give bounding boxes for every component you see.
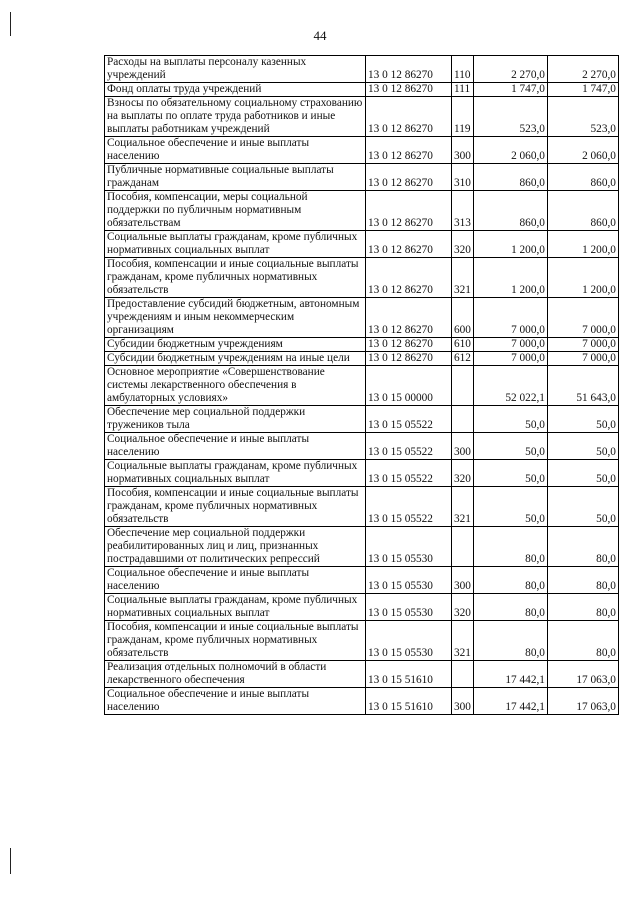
row-type-cell: 320	[452, 594, 474, 621]
row-code-cell: 13 0 15 05530	[366, 567, 452, 594]
row-amount-1-cell: 7 000,0	[473, 338, 547, 352]
row-amount-2-cell: 2 270,0	[547, 56, 618, 83]
row-type-cell: 320	[452, 460, 474, 487]
row-code-cell: 13 0 12 86270	[366, 191, 452, 231]
row-amount-1-cell: 7 000,0	[473, 298, 547, 338]
row-amount-2-cell: 17 063,0	[547, 688, 618, 715]
row-code-cell: 13 0 12 86270	[366, 231, 452, 258]
row-amount-2-cell: 80,0	[547, 621, 618, 661]
row-name-cell: Пособия, компенсации и иные социальные выплаты гражданам, кроме публичных нормативных обязательств	[105, 487, 366, 527]
row-name-cell: Реализация отдельных полномочий в области лекарственного обеспечения	[105, 661, 366, 688]
row-amount-1-cell: 80,0	[473, 567, 547, 594]
row-amount-1-cell: 80,0	[473, 527, 547, 567]
row-name-cell: Обеспечение мер социальной поддержки тружеников тыла	[105, 406, 366, 433]
table-row	[105, 164, 619, 191]
margin-mark-bottom	[10, 848, 11, 874]
row-amount-2-cell: 7 000,0	[547, 338, 618, 352]
row-amount-2-cell: 50,0	[547, 460, 618, 487]
row-amount-1-cell: 50,0	[473, 487, 547, 527]
row-name-cell: Социальное обеспечение и иные выплаты населению	[105, 433, 366, 460]
row-name-cell: Социальное обеспечение и иные выплаты населению	[105, 137, 366, 164]
row-type-cell: 612	[452, 352, 474, 366]
row-name-cell: Основное мероприятие «Совершенствование системы лекарственного обеспечения в амбулаторных условиях»	[105, 366, 366, 406]
row-amount-2-cell: 80,0	[547, 527, 618, 567]
table-row	[105, 338, 619, 352]
margin-mark-top	[10, 12, 11, 36]
row-name-cell: Субсидии бюджетным учреждениям на иные цели	[105, 352, 366, 366]
table-row	[105, 298, 619, 338]
row-type-cell: 321	[452, 258, 474, 298]
row-amount-1-cell: 17 442,1	[473, 688, 547, 715]
row-amount-1-cell: 50,0	[473, 406, 547, 433]
row-name-cell: Пособия, компенсации и иные социальные выплаты гражданам, кроме публичных нормативных обязательств	[105, 621, 366, 661]
table-row	[105, 688, 619, 715]
table-row	[105, 352, 619, 366]
row-amount-1-cell: 7 000,0	[473, 352, 547, 366]
row-amount-1-cell: 80,0	[473, 594, 547, 621]
row-type-cell: 110	[452, 56, 474, 83]
row-amount-2-cell: 860,0	[547, 191, 618, 231]
table-row	[105, 191, 619, 231]
row-code-cell: 13 0 15 05522	[366, 433, 452, 460]
row-code-cell: 13 0 15 05530	[366, 527, 452, 567]
row-code-cell: 13 0 12 86270	[366, 97, 452, 137]
row-type-cell	[452, 366, 474, 406]
row-type-cell: 320	[452, 231, 474, 258]
row-name-cell: Фонд оплаты труда учреждений	[105, 83, 366, 97]
row-name-cell: Социальные выплаты гражданам, кроме публичных нормативных социальных выплат	[105, 231, 366, 258]
table-row	[105, 433, 619, 460]
row-name-cell: Расходы на выплаты персоналу казенных учреждений	[105, 56, 366, 83]
row-code-cell: 13 0 12 86270	[366, 83, 452, 97]
row-amount-2-cell: 50,0	[547, 487, 618, 527]
row-code-cell: 13 0 12 86270	[366, 164, 452, 191]
table-row	[105, 594, 619, 621]
table-row	[105, 527, 619, 567]
row-name-cell: Публичные нормативные социальные выплаты гражданам	[105, 164, 366, 191]
row-amount-2-cell: 7 000,0	[547, 352, 618, 366]
row-code-cell: 13 0 12 86270	[366, 298, 452, 338]
row-code-cell: 13 0 15 05530	[366, 621, 452, 661]
row-type-cell: 321	[452, 487, 474, 527]
page-number: 44	[313, 28, 327, 43]
row-code-cell: 13 0 12 86270	[366, 56, 452, 83]
row-amount-2-cell: 17 063,0	[547, 661, 618, 688]
row-code-cell: 13 0 15 05522	[366, 487, 452, 527]
row-amount-1-cell: 860,0	[473, 191, 547, 231]
row-amount-2-cell: 50,0	[547, 433, 618, 460]
row-amount-2-cell: 51 643,0	[547, 366, 618, 406]
row-amount-1-cell: 2 060,0	[473, 137, 547, 164]
row-code-cell: 13 0 15 05530	[366, 594, 452, 621]
table-row	[105, 56, 619, 83]
row-amount-2-cell: 2 060,0	[547, 137, 618, 164]
table-row	[105, 137, 619, 164]
row-name-cell: Пособия, компенсации, меры социальной поддержки по публичным нормативным обязательствам	[105, 191, 366, 231]
row-type-cell	[452, 406, 474, 433]
row-amount-1-cell: 80,0	[473, 621, 547, 661]
row-name-cell: Предоставление субсидий бюджетным, автономным учреждениям и иным некоммерческим организациям	[105, 298, 366, 338]
row-amount-2-cell: 50,0	[547, 406, 618, 433]
row-code-cell: 13 0 15 51610	[366, 661, 452, 688]
row-code-cell: 13 0 12 86270	[366, 258, 452, 298]
table-row	[105, 83, 619, 97]
row-name-cell: Социальное обеспечение и иные выплаты населению	[105, 688, 366, 715]
table-row	[105, 487, 619, 527]
row-type-cell: 321	[452, 621, 474, 661]
row-amount-1-cell: 1 747,0	[473, 83, 547, 97]
row-amount-1-cell: 1 200,0	[473, 258, 547, 298]
row-name-cell: Социальные выплаты гражданам, кроме публичных нормативных социальных выплат	[105, 594, 366, 621]
table-row	[105, 661, 619, 688]
row-type-cell: 300	[452, 688, 474, 715]
row-amount-1-cell: 50,0	[473, 433, 547, 460]
table-row	[105, 406, 619, 433]
row-amount-1-cell: 2 270,0	[473, 56, 547, 83]
row-code-cell: 13 0 12 86270	[366, 352, 452, 366]
row-name-cell: Пособия, компенсации и иные социальные выплаты гражданам, кроме публичных нормативных обязательств	[105, 258, 366, 298]
table-row	[105, 366, 619, 406]
row-type-cell: 300	[452, 567, 474, 594]
row-type-cell: 300	[452, 433, 474, 460]
row-amount-2-cell: 1 200,0	[547, 231, 618, 258]
row-type-cell: 610	[452, 338, 474, 352]
row-code-cell: 13 0 12 86270	[366, 338, 452, 352]
row-name-cell: Социальное обеспечение и иные выплаты населению	[105, 567, 366, 594]
row-type-cell: 119	[452, 97, 474, 137]
table-row	[105, 231, 619, 258]
row-type-cell: 313	[452, 191, 474, 231]
table-row	[105, 97, 619, 137]
budget-table	[104, 55, 619, 715]
row-amount-1-cell: 50,0	[473, 460, 547, 487]
row-amount-2-cell: 7 000,0	[547, 298, 618, 338]
row-name-cell: Обеспечение мер социальной поддержки реабилитированных лиц и лиц, признанных пострадавшими от политических репрессий	[105, 527, 366, 567]
table-row	[105, 258, 619, 298]
table-row	[105, 460, 619, 487]
row-amount-2-cell: 1 200,0	[547, 258, 618, 298]
row-amount-2-cell: 80,0	[547, 567, 618, 594]
row-amount-2-cell: 860,0	[547, 164, 618, 191]
row-code-cell: 13 0 15 05522	[366, 460, 452, 487]
table-row	[105, 621, 619, 661]
row-amount-1-cell: 1 200,0	[473, 231, 547, 258]
table-row	[105, 567, 619, 594]
row-name-cell: Субсидии бюджетным учреждениям	[105, 338, 366, 352]
row-type-cell	[452, 661, 474, 688]
row-code-cell: 13 0 15 51610	[366, 688, 452, 715]
row-amount-1-cell: 860,0	[473, 164, 547, 191]
row-code-cell: 13 0 15 00000	[366, 366, 452, 406]
row-type-cell: 300	[452, 137, 474, 164]
row-amount-2-cell: 80,0	[547, 594, 618, 621]
row-type-cell: 310	[452, 164, 474, 191]
row-amount-1-cell: 52 022,1	[473, 366, 547, 406]
row-type-cell	[452, 527, 474, 567]
row-code-cell: 13 0 15 05522	[366, 406, 452, 433]
row-type-cell: 600	[452, 298, 474, 338]
row-type-cell: 111	[452, 83, 474, 97]
row-code-cell: 13 0 12 86270	[366, 137, 452, 164]
row-name-cell: Взносы по обязательному социальному страхованию на выплаты по оплате труда работников и иные выплаты работникам учреждений	[105, 97, 366, 137]
row-name-cell: Социальные выплаты гражданам, кроме публичных нормативных социальных выплат	[105, 460, 366, 487]
row-amount-2-cell: 1 747,0	[547, 83, 618, 97]
row-amount-2-cell: 523,0	[547, 97, 618, 137]
row-amount-1-cell: 17 442,1	[473, 661, 547, 688]
row-amount-1-cell: 523,0	[473, 97, 547, 137]
